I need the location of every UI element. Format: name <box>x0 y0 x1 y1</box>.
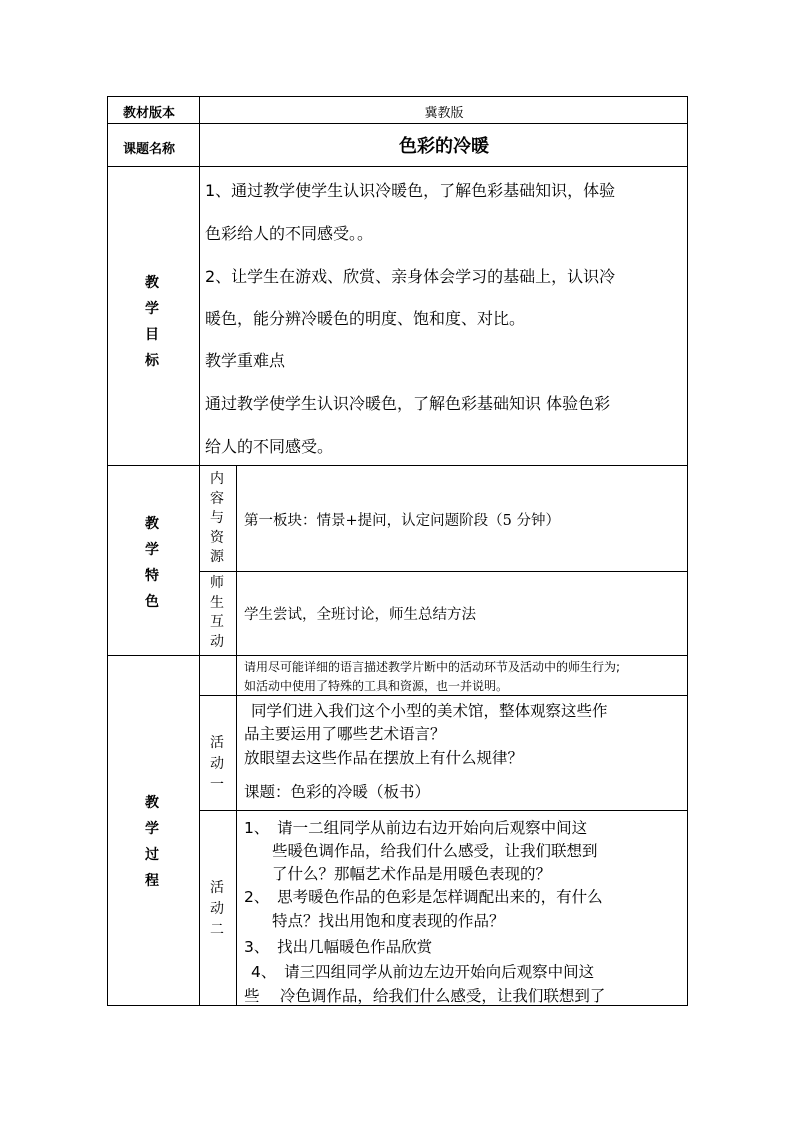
row-divider <box>107 166 688 167</box>
activity-two-line: 些 冷色调作品，给我们什么感受，让我们联想到了 <box>244 987 606 1005</box>
goal-line: 暖色，能分辨冷暖色的明度、饱和度、对比。 <box>205 309 526 328</box>
goal-line: 2、让学生在游戏、欣赏、亲身体会学习的基础上，认识冷 <box>205 267 616 286</box>
interaction-text: 学生尝试，全班讨论，师生总结方法 <box>244 607 476 623</box>
content-resources-text: 第一板块：情景+提问，认定问题阶段（5 分钟） <box>244 513 560 529</box>
column-divider <box>236 655 237 1006</box>
activity-one-line: 同学们进入我们这个小型的美术馆，整体观察这些作 <box>251 702 608 720</box>
activity-one-line: 课题：色彩的冷暖（板书） <box>244 783 431 801</box>
activity-two-line: 2、 思考暖色作品的色彩是怎样调配出来的，有什么 <box>244 888 603 906</box>
process-label: 教 学 过 程 <box>145 795 159 889</box>
version-label: 教材版本 <box>123 106 176 121</box>
activity-one-line: 放眼望去这些作品在摆放上有什么规律？ <box>244 749 524 767</box>
goal-line: 教学重难点 <box>205 351 286 370</box>
column-divider <box>236 465 237 655</box>
title-label: 课题名称 <box>123 142 176 157</box>
row-divider <box>199 695 688 696</box>
teacher-student-interaction-label: 师 生 互 动 <box>210 575 224 650</box>
row-divider <box>107 465 688 466</box>
version-value: 冀教版 <box>424 106 464 121</box>
activity-two-line: 特点？找出用饱和度表现的作品？ <box>272 912 505 930</box>
column-divider <box>199 96 200 1006</box>
features-label: 教 学 特 色 <box>145 516 159 610</box>
activity-one-line: 品主要运用了哪些艺术语言？ <box>244 725 446 743</box>
activity-two-line: 了什么？那幅艺术作品是用暖色表现的？ <box>272 865 552 883</box>
process-instruction: 请用尽可能详细的语言描述教学片断中的活动环节及活动中的师生行为; <box>244 660 621 674</box>
content-resources-label: 内 容 与 资 源 <box>210 471 224 565</box>
row-divider <box>107 123 688 124</box>
process-instruction: 如活动中使用了特殊的工具和资源，也一并说明。 <box>244 679 509 693</box>
goal-line: 通过教学使学生认识冷暖色，了解色彩基础知识 体验色彩 <box>205 394 611 413</box>
row-divider <box>199 810 688 811</box>
row-divider <box>199 571 688 572</box>
activity-two-label: 活 动 二 <box>210 880 224 938</box>
page-title: 色彩的冷暖 <box>399 136 489 157</box>
row-divider <box>107 655 688 656</box>
activity-two-line: 4、 请三四组同学从前边左边开始向后观察中间这 <box>251 963 595 981</box>
activity-two-line: 些暖色调作品，给我们什么感受，让我们联想到 <box>272 842 598 860</box>
goal-line: 色彩给人的不同感受。。 <box>205 224 374 243</box>
goal-line: 给人的不同感受。 <box>205 437 334 456</box>
goal-line: 1、通过教学使学生认识冷暖色，了解色彩基础知识，体验 <box>205 181 616 200</box>
goals-label: 教 学 目 标 <box>145 275 159 369</box>
activity-one-label: 活 动 一 <box>210 735 224 793</box>
activity-two-line: 3、 找出几幅暖色作品欣赏 <box>244 938 433 956</box>
activity-two-line: 1、 请一二组同学从前边右边开始向后观察中间这 <box>244 819 588 837</box>
